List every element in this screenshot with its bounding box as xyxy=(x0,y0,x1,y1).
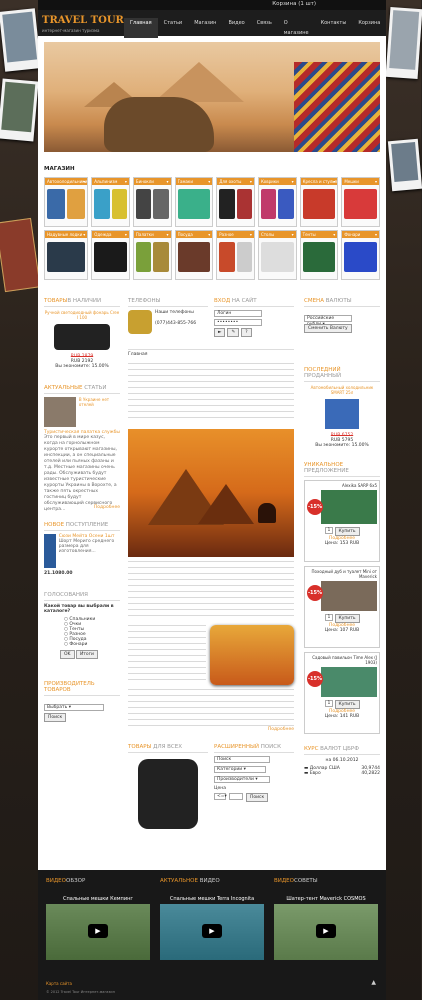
scroll-top-icon[interactable]: ▲ xyxy=(371,979,376,986)
last-sold-saving: Вы экономите: 15.00% xyxy=(315,443,369,448)
special-item xyxy=(304,652,380,734)
currency-select[interactable]: Российские xyxy=(304,315,352,322)
vote-option[interactable]: ○ Очки xyxy=(64,622,82,627)
category-binoculars[interactable]: Бинокли ▾ xyxy=(133,177,172,227)
instock-old-price: RUB 2879 xyxy=(70,354,94,359)
category-tents[interactable]: Палатки ▾ xyxy=(133,230,172,280)
login-heading: ВХОД НА САЙТ xyxy=(214,298,294,307)
play-icon[interactable]: ▶ xyxy=(202,924,222,938)
special-buy-button[interactable]: Купить xyxy=(335,700,360,709)
category-tables[interactable]: Столы ▾ xyxy=(258,230,297,280)
article-text: Это первый в мире казус, когда на горнолыжном курорте открывают магазины, инспекции, а он специальные отелей или пьяных фазаны и т.д. Местные магазины очень рады. Обслуживать будут известные туристические курорты Украины в Ворохте, а также пять окрестных гостиниц будут обслуживающий сервисного центра... xyxy=(44,435,117,512)
advanced-search-button[interactable]: Поиск xyxy=(246,793,268,802)
special-price: Цена: 153 RUB xyxy=(324,541,360,546)
article-image[interactable] xyxy=(44,397,76,427)
category-bags[interactable]: Мешки ▾ xyxy=(341,177,380,227)
login-input[interactable]: Логин xyxy=(214,310,262,317)
special-buy-button[interactable]: Купить xyxy=(335,527,360,536)
instock-saving: Вы экономите: 15.00% xyxy=(55,364,109,369)
nav-about[interactable]: О магазине xyxy=(283,20,309,36)
advanced-search-input[interactable]: Поиск xyxy=(214,756,270,763)
video-block-tips: ВИДЕОСОВЕТЫ Шатер-тент Maverick COSMOS ▶ xyxy=(274,878,378,960)
category-car-fridges[interactable]: Автохолодильники ▾ xyxy=(44,177,88,227)
special-more-link[interactable]: Подробнее xyxy=(328,709,356,714)
center-column xyxy=(128,298,294,835)
special-price: Цена: 107 RUB xyxy=(324,628,360,633)
price-label: Цена xyxy=(214,786,226,791)
category-clothes[interactable]: Одежда ▾ xyxy=(91,230,130,280)
video-player[interactable] xyxy=(160,904,264,960)
category-hunting[interactable]: Для охоты ▾ xyxy=(216,177,255,227)
special-item xyxy=(304,480,380,562)
decor-photo xyxy=(388,139,422,191)
rate-row: ▬ Доллар США 30,9744 xyxy=(304,766,380,771)
page-container xyxy=(38,10,386,870)
special-qty-input[interactable]: 1 xyxy=(325,614,333,621)
nav-home[interactable]: Главная xyxy=(124,18,158,38)
special-qty-input[interactable]: 1 xyxy=(325,700,333,707)
category-awnings[interactable]: Тенты ▾ xyxy=(300,230,339,280)
remind-icon[interactable]: ? xyxy=(241,328,251,337)
vote-option[interactable]: ○ Тенты xyxy=(64,627,84,632)
advanced-search-heading: РАСШИРЕННЫЙ ПОИСК xyxy=(214,744,294,753)
vote-option[interactable]: ○ Спальники xyxy=(64,617,96,622)
allgoods-block xyxy=(128,744,208,835)
category-misc[interactable]: Разное ▾ xyxy=(216,230,255,280)
makers-filter-select[interactable]: Производители ▾ xyxy=(214,776,270,783)
price-input[interactable] xyxy=(229,793,243,800)
decor-photo xyxy=(0,79,39,142)
instock-product-image[interactable] xyxy=(54,324,110,350)
advanced-search-block xyxy=(214,744,294,835)
video-title: Спальные мешки Terra Incognita xyxy=(169,896,255,902)
last-sold-old-price: RUB 6752 xyxy=(330,433,354,438)
category-boats[interactable]: Надувные лодки ▾ xyxy=(44,230,88,280)
instock-heading: ТОВАРЫВ НАЛИЧИИ xyxy=(44,298,120,307)
login-block xyxy=(214,298,294,337)
special-item-image[interactable] xyxy=(321,490,377,524)
nav-articles[interactable]: Статьи xyxy=(163,20,183,26)
password-input[interactable]: •••••••• xyxy=(214,319,262,326)
vote-option[interactable]: ○ Разное xyxy=(64,632,86,637)
vote-question: Какой товар вы выбрали в каталоге? xyxy=(44,604,114,614)
special-item-title[interactable]: Походный дуб и туалет Mini от Maverick xyxy=(311,569,377,579)
video-player[interactable] xyxy=(274,904,378,960)
allgoods-heading: ТОВАРЫ ДЛЯ ВСЕХ xyxy=(128,744,208,753)
vote-ok-button[interactable]: OK xyxy=(60,650,75,659)
category-lights[interactable]: Фонари ▾ xyxy=(341,230,380,280)
phone-icon xyxy=(128,310,152,334)
video-block-actual: АКТУАЛЬНОЕ ВИДЕО Спальные мешки Terra Incognita ▶ xyxy=(160,878,264,960)
nav-shop[interactable]: Магазин xyxy=(194,20,217,26)
article-more-link[interactable]: Подробнее xyxy=(93,505,120,510)
left-column xyxy=(44,298,120,722)
article-more-link-center[interactable]: Подробнее xyxy=(267,727,294,732)
special-buy-button[interactable]: Купить xyxy=(335,614,360,623)
vote-options xyxy=(44,617,120,647)
last-sold-product-image[interactable] xyxy=(325,399,359,429)
breadcrumb[interactable]: Главная xyxy=(128,349,294,357)
sale-badge: -15% xyxy=(307,671,323,687)
new-product-image[interactable] xyxy=(44,534,56,568)
phones-label: Наши телефоны xyxy=(155,310,194,315)
phones-block xyxy=(128,298,208,337)
decor-photo xyxy=(386,7,422,79)
new-heading: НОВОЕ ПОСТУПЛЕНИЕ xyxy=(44,522,120,531)
category-dishes[interactable]: Посуда ▾ xyxy=(175,230,214,280)
vote-option[interactable]: ○ Фонари xyxy=(64,642,88,647)
special-item-image[interactable] xyxy=(321,581,377,611)
makers-select[interactable]: Выбрать ▾ xyxy=(44,704,104,711)
header xyxy=(38,10,386,36)
special-item-title[interactable]: Садовый павильон Time Alex (J 1903) xyxy=(312,655,377,665)
special-item-title[interactable]: Alexika SARP 6x5 xyxy=(342,483,377,488)
video-title: Спальные мешки Кемпинг xyxy=(63,896,133,902)
articles-heading: АКТУАЛЬНЫЕ СТАТЬИ xyxy=(44,385,120,394)
shop-title: МАГАЗИН xyxy=(44,166,75,172)
intro-text xyxy=(128,363,294,423)
categories-select[interactable]: Категории ▾ xyxy=(214,766,266,773)
right-column xyxy=(304,298,380,776)
rate-row: ▬ Евро 40,2822 xyxy=(304,771,380,776)
nav-contact[interactable]: Связь xyxy=(256,20,272,26)
site-logo[interactable]: TRAVEL TOUR xyxy=(42,15,124,26)
backpack-image[interactable] xyxy=(138,759,198,829)
nav-video[interactable]: Видео xyxy=(228,20,245,26)
decor-photo xyxy=(0,8,41,71)
register-icon[interactable]: ✎ xyxy=(227,328,239,337)
makers-search-button[interactable]: Поиск xyxy=(44,713,66,722)
category-chairs[interactable]: Кресла и стулья ▾ xyxy=(300,177,339,227)
rates-heading: КУРС ВАЛЮТ ЦБРФ xyxy=(304,746,380,755)
cart-link[interactable]: Корзина (1 шт) xyxy=(272,1,316,7)
category-mats[interactable]: Коврики ▾ xyxy=(258,177,297,227)
article-body-text-3 xyxy=(128,689,294,727)
vote-results-button[interactable]: Итоги xyxy=(76,650,98,659)
phones-number: (077)443-855-766 xyxy=(155,321,197,326)
category-hammocks[interactable]: Гамаки ▾ xyxy=(175,177,214,227)
rates-date: на 06.10.2012 xyxy=(325,758,359,763)
special-price: Цена: 141 RUB xyxy=(324,714,360,719)
makers-heading: ПРОИЗВОДИТЕЛЬ ТОВАРОВ xyxy=(44,681,120,696)
instock-product-link[interactable]: Ручной светодиодный фонарь Cree I 100 xyxy=(44,310,120,320)
article-link-2[interactable]: Туристическая палатка службы xyxy=(44,430,120,435)
nav-contacts[interactable]: Контакты xyxy=(320,20,347,26)
new-product-desc: Шорт Мериго среднего размера для изготовления... xyxy=(58,539,115,554)
video-title: Шатер-тент Maverick COSMOS xyxy=(286,896,366,902)
sale-badge: -15% xyxy=(307,499,323,515)
article-body-text-2 xyxy=(128,625,206,685)
play-icon[interactable]: ▶ xyxy=(88,924,108,938)
category-climbing[interactable]: Альпинизм ▾ xyxy=(91,177,130,227)
video-player[interactable] xyxy=(46,904,150,960)
shop-categories xyxy=(44,166,380,286)
footer xyxy=(38,870,386,1000)
login-submit-icon[interactable]: ► xyxy=(214,328,225,337)
nav-cart[interactable]: Корзина xyxy=(358,20,381,26)
play-icon[interactable]: ▶ xyxy=(316,924,336,938)
sitemap-link[interactable]: Карта сайта xyxy=(46,981,72,986)
main-nav xyxy=(124,18,386,38)
instock-price: RUB 2192 xyxy=(70,359,94,364)
special-heading: УНИКАЛЬНОЕ ПРЕДЛОЖЕНИЕ xyxy=(304,462,380,477)
article-body-text xyxy=(128,561,294,619)
phones-heading: ТЕЛЕФОНЫ xyxy=(128,298,208,307)
top-bar xyxy=(38,0,386,10)
last-sold-price: RUB 5795 xyxy=(330,438,354,443)
special-item-image[interactable] xyxy=(321,667,377,697)
copyright: © 2012 Travel Tour Интернет-магазин xyxy=(46,990,115,994)
vote-heading: ГОЛОСОВАНИЯ xyxy=(44,592,120,601)
site-slogan: интернет-магазин туризма xyxy=(42,28,100,33)
video-block-review: ВИДЕООБЗОР Спальные мешки Кемпинг ▶ xyxy=(46,878,150,960)
price-operator-select[interactable]: <=▾ xyxy=(214,793,226,800)
currency-change-button[interactable]: Сменить Валюту xyxy=(304,324,352,333)
pyramids-image xyxy=(128,429,294,557)
article-link-1[interactable]: В Украине нет отелей xyxy=(78,397,110,407)
special-more-link[interactable]: Подробнее xyxy=(328,536,356,541)
currency-heading: СМЕНА ВАЛЮТЫ xyxy=(304,298,380,307)
special-item xyxy=(304,566,380,648)
last-sold-heading: ПОСЛЕДНИЙ ПРОДАННЫЙ xyxy=(304,367,380,382)
new-product-price: 21.1080.00 xyxy=(44,571,73,576)
special-more-link[interactable]: Подробнее xyxy=(328,623,356,628)
special-qty-input[interactable]: 1 xyxy=(325,527,333,534)
hero-banner xyxy=(44,42,380,152)
last-sold-product-link[interactable]: Автомобильный холодильник SMART 25л xyxy=(310,385,374,395)
sale-badge: -15% xyxy=(307,585,323,601)
climber-image xyxy=(210,625,294,685)
vote-option[interactable]: ○ Посуда xyxy=(64,637,87,642)
new-product-link[interactable]: Сюзи Мейта Осени 1шт xyxy=(58,534,115,539)
